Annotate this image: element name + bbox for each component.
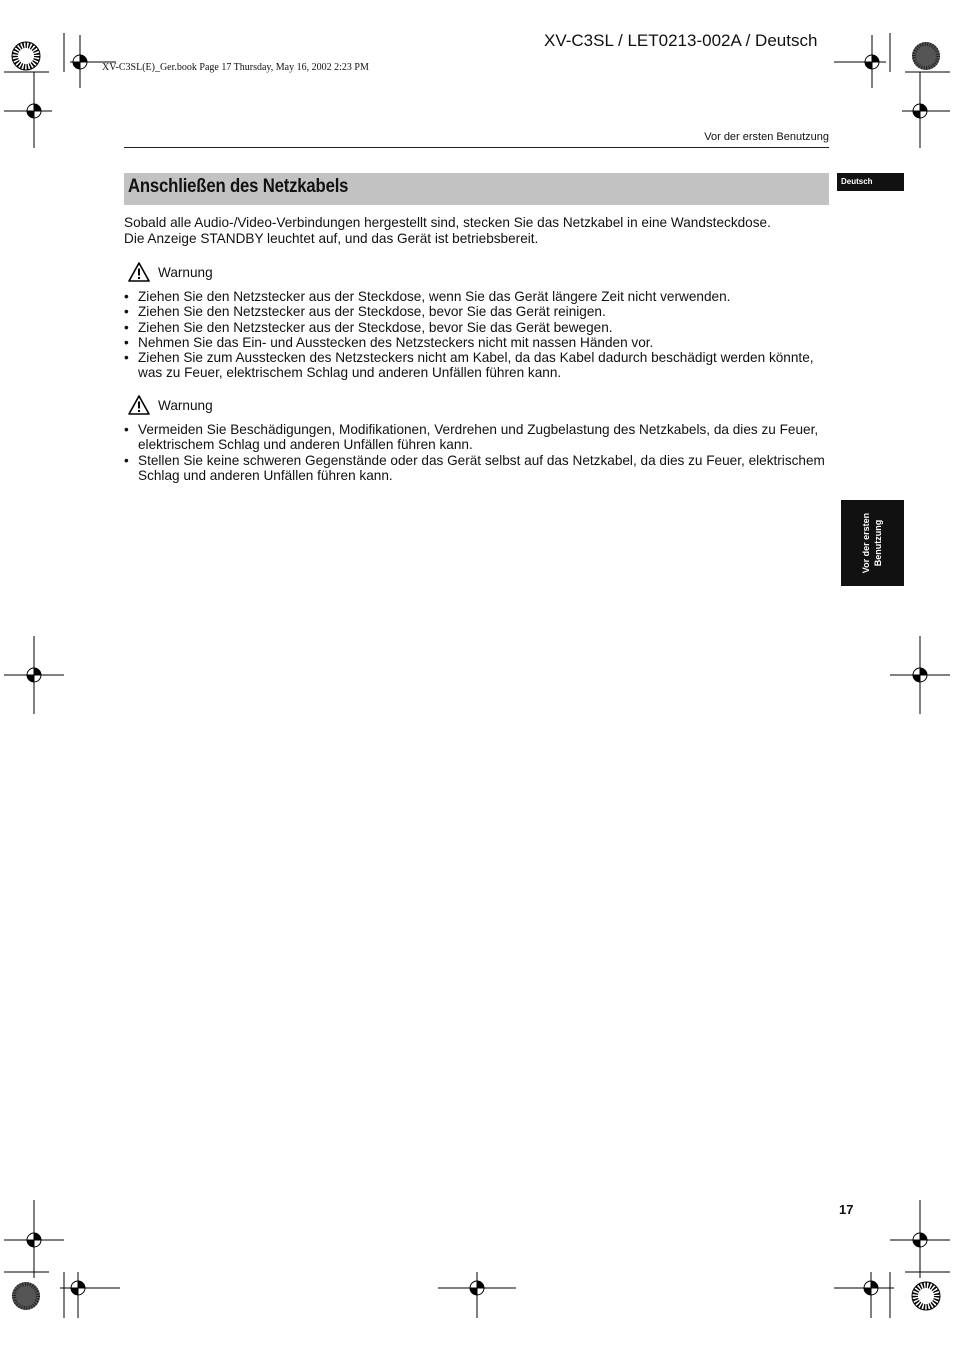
language-tab: Deutsch xyxy=(837,173,904,191)
book-file-line: XV-C3SL(E)_Ger.book Page 17 Thursday, May 16, 2002 2:23 PM xyxy=(102,62,369,73)
chapter-side-tab xyxy=(841,500,904,586)
list-item: • Ziehen Sie den Netzstecker aus der Steckdose, bevor Sie das Gerät bewegen. xyxy=(124,320,829,335)
warning-heading xyxy=(128,395,213,415)
page-number: 17 xyxy=(839,1202,854,1217)
section-title: Anschließen des Netzkabels xyxy=(128,176,349,197)
list-item: • Ziehen Sie den Netzstecker aus der Steckdose, wenn Sie das Gerät längere Zeit nicht verwenden. xyxy=(124,289,829,304)
intro-paragraph xyxy=(124,215,829,247)
warning-label: Warnung xyxy=(158,264,213,280)
chapter-side-tab-label xyxy=(860,500,884,586)
intro-line: Die Anzeige STANDBY leuchtet auf, und das Gerät ist betriebsbereit. xyxy=(124,231,539,246)
warning-triangle-icon xyxy=(128,395,150,415)
warning-list xyxy=(124,289,829,381)
warning-heading xyxy=(128,262,213,282)
side-tab-line: Benutzung xyxy=(873,519,883,567)
list-item: • Ziehen Sie den Netzstecker aus der Steckdose, bevor Sie das Gerät reinigen. xyxy=(124,304,829,319)
list-item: • Nehmen Sie das Ein- und Ausstecken des Netzsteckers nicht mit nassen Händen vor. xyxy=(124,335,829,350)
side-tab-line: Vor der ersten xyxy=(861,512,871,574)
list-item: • Stellen Sie keine schweren Gegenstände oder das Gerät selbst auf das Netzkabel, da dies zu Feuer, elektrischem Schlag und anderen Unfällen führen kann. xyxy=(124,453,829,484)
document-id: XV-C3SL / LET0213-002A / Deutsch xyxy=(544,31,818,50)
warning-list xyxy=(124,422,829,483)
header-rule xyxy=(124,147,829,148)
running-head: Vor der ersten Benutzung xyxy=(704,131,829,143)
list-item: • Vermeiden Sie Beschädigungen, Modifikationen, Verdrehen und Zugbelastung des Netzkabels, da dies zu Feuer, elektrischem Schlag und anderen Unfällen führen kann. xyxy=(124,422,829,453)
intro-line: Sobald alle Audio-/Video-Verbindungen hergestellt sind, stecken Sie das Netzkabel in eine Wandsteckdose. xyxy=(124,215,771,230)
warning-label: Warnung xyxy=(158,397,213,413)
warning-triangle-icon xyxy=(128,262,150,282)
list-item: • Ziehen Sie zum Ausstecken des Netzsteckers nicht am Kabel, da das Kabel dadurch beschädigt werden könnte, was zu Feuer, elektrischem Schlag und anderen Unfällen führen kann. xyxy=(124,350,829,381)
